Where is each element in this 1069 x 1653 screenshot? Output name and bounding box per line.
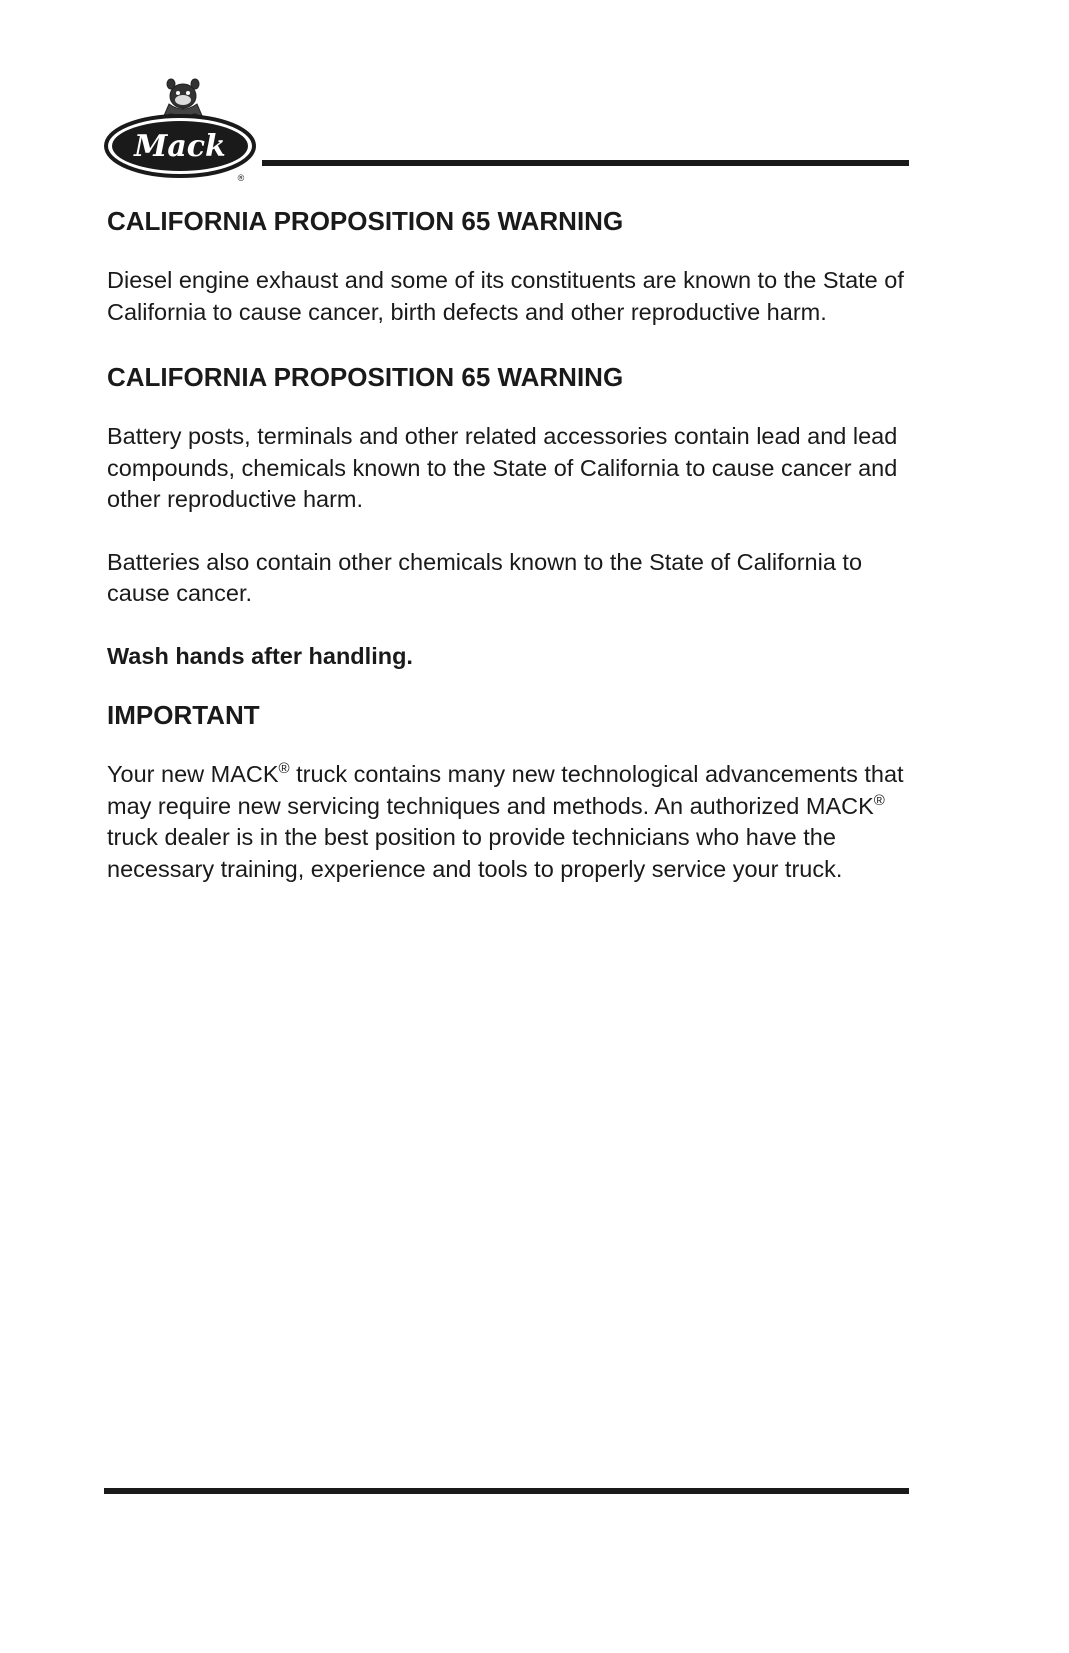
important-heading: IMPORTANT	[107, 700, 260, 730]
warning1-body: Diesel engine exhaust and some of its constituents are known to the State of California to cause cancer, birth defects and other reproductive harm.	[107, 267, 904, 325]
warning2-body2: Batteries also contain other chemicals known to the State of California to cause cancer.	[107, 548, 863, 606]
footer-rule	[104, 1488, 909, 1494]
important-text-part3: truck dealer is in the best position to provide technicians who have the necessary training, experience and tools to properly service your truck.	[107, 824, 843, 882]
warning2-body1: Battery posts, terminals and other related accessories contain lead and lead compounds, chemicals known to the State of California to cause cancer and other reproductive harm.	[107, 423, 898, 512]
registered-mark-2: ®	[873, 791, 885, 809]
important-text-part1: Your new MACK	[107, 761, 279, 787]
registered-mark-1: ®	[278, 760, 290, 778]
important-text-part2: truck contains many new technological advancements that may require new servicing techniques and methods. An authorized MACK	[107, 761, 904, 819]
warning2-heading: CALIFORNIA PROPOSITION 65 WARNING	[107, 362, 624, 392]
wash-hands-note: Wash hands after handling.	[107, 642, 413, 669]
header-rule	[262, 160, 909, 166]
mack-bulldog-logo-icon	[103, 74, 263, 184]
page-content	[107, 200, 917, 885]
logo-registered-mark: ®	[237, 173, 245, 183]
warning1-heading: CALIFORNIA PROPOSITION 65 WARNING	[107, 206, 624, 236]
logo-wordmark: Mack	[134, 129, 226, 164]
important-body	[107, 759, 917, 885]
